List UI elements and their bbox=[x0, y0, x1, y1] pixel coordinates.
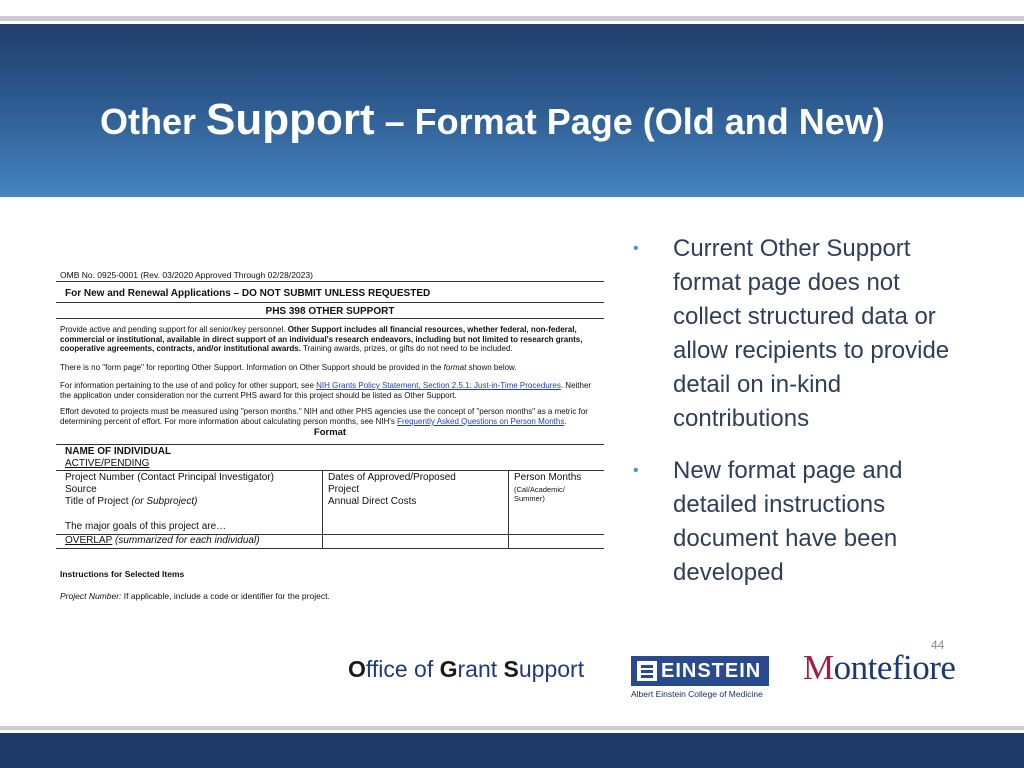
table-column-divider bbox=[322, 470, 323, 548]
title-emphasis: Support bbox=[206, 95, 375, 144]
table-rule bbox=[56, 444, 604, 445]
project-label: Project bbox=[328, 484, 360, 495]
name-of-individual-label: NAME OF INDIVIDUAL bbox=[65, 446, 172, 457]
einstein-college-name: Albert Einstein College of Medicine bbox=[631, 689, 763, 699]
table-column-divider bbox=[508, 470, 509, 548]
office-text-3: upport bbox=[518, 656, 585, 682]
bullet-item bbox=[628, 232, 968, 436]
grants-policy-link[interactable]: NIH Grants Policy Statement, Section 2.5.1: Just-in-Time Procedures bbox=[316, 381, 561, 390]
source-label: Source bbox=[65, 484, 97, 495]
person-months-label: Person Months bbox=[514, 472, 582, 483]
form-title: PHS 398 OTHER SUPPORT bbox=[265, 306, 395, 317]
para2-text: There is no "form page" for reporting Other Support. Information on Other Support should be provided in the bbox=[60, 363, 444, 372]
einstein-logo bbox=[631, 656, 771, 702]
office-initial-s: S bbox=[503, 656, 519, 682]
person-months-faq-link[interactable]: Frequently Asked Questions on Person Months bbox=[397, 416, 565, 426]
overlap-label bbox=[65, 535, 260, 547]
subproject-text: (or Subproject) bbox=[131, 496, 198, 507]
project-number-definition: If applicable, include a code or identifier for the project. bbox=[121, 591, 330, 601]
montefiore-initial: M bbox=[803, 648, 834, 687]
project-number-term: Project Number: bbox=[60, 591, 122, 601]
format-label: Format bbox=[313, 427, 347, 438]
slide-title bbox=[100, 96, 885, 146]
montefiore-logo bbox=[803, 648, 955, 688]
office-of-grant-support bbox=[348, 656, 584, 683]
form-rule bbox=[56, 318, 604, 319]
form-header-line: For New and Renewal Applications – DO NOT SUBMIT UNLESS REQUESTED bbox=[65, 288, 431, 299]
bullet-dot-icon: • bbox=[633, 462, 639, 479]
form-paragraph-4 bbox=[60, 407, 600, 426]
person-months-subtitle: (Cal/Academic/ Summer) bbox=[514, 485, 565, 503]
page-number: 44 bbox=[931, 638, 945, 652]
bullet-text: Current Other Support format page does not collect structured data or allow recipients to provide detail on in-kind contributions bbox=[673, 235, 950, 432]
para1-text-end: Training awards, prizes, or gifts do not need to be included. bbox=[300, 344, 513, 354]
form-paragraph-3 bbox=[60, 381, 600, 400]
title-of-project-text: Title of Project bbox=[65, 496, 132, 507]
title-suffix: – Format Page (Old and New) bbox=[374, 101, 885, 142]
table-rule bbox=[56, 548, 604, 549]
para1-bold: Other Support includes all financial resources, whether federal, non-federal, commercial or institutional, available in direct support of an individual's research endeavors, including but not limited to research grants, cooperative agreements, contracts, and/or institutional awards. bbox=[60, 325, 583, 354]
active-pending-label: ACTIVE/PENDING bbox=[65, 458, 150, 469]
bottom-divider bbox=[0, 726, 1024, 730]
form-paragraph-2 bbox=[60, 363, 600, 373]
office-initial-g: G bbox=[439, 656, 458, 682]
project-number-label: Project Number (Contact Principal Investigator) bbox=[65, 472, 274, 483]
form-paragraph-1 bbox=[60, 325, 600, 354]
overlap-text: OVERLAP bbox=[65, 535, 113, 546]
para2-italic: format bbox=[443, 363, 467, 372]
table-rule bbox=[56, 470, 604, 471]
para4-text-end: . bbox=[564, 416, 567, 426]
top-divider bbox=[0, 16, 1024, 21]
other-support-form-image bbox=[56, 268, 606, 608]
montefiore-text: ontefiore bbox=[833, 648, 956, 687]
bullet-list bbox=[628, 232, 968, 608]
office-initial-o: O bbox=[348, 656, 366, 682]
overlap-note: (summarized for each individual) bbox=[112, 535, 260, 546]
omb-line: OMB No. 0925-0001 (Rev. 03/2020 Approved Through 02/28/2023) bbox=[60, 270, 313, 280]
para3-text-end: . Neither the application under consideration nor the current PHS award for this project should be listed as Other Support. bbox=[60, 381, 592, 400]
office-text-2: rant bbox=[457, 656, 504, 682]
bullet-item bbox=[628, 454, 968, 590]
form-rule bbox=[56, 281, 604, 282]
para4-text: Effort devoted to projects must be measured using "person months." NIH and other PHS agencies use the concept of "person months" as a metric for determining percent of effort. For more information about calculating person months, see NIH's bbox=[60, 407, 588, 426]
bullet-dot-icon: • bbox=[633, 240, 639, 257]
form-rule bbox=[56, 302, 604, 303]
office-text-1: ffice of bbox=[365, 656, 440, 682]
para3-text: For information pertaining to the use of and policy for other support, see bbox=[60, 381, 317, 390]
einstein-logo-text: EINSTEIN bbox=[661, 660, 762, 682]
bullet-text: New format page and detailed instructions document have been developed bbox=[673, 457, 903, 586]
einstein-logo-box bbox=[631, 656, 769, 686]
title-of-project-label bbox=[65, 496, 197, 508]
instructions-heading: Instructions for Selected Items bbox=[60, 569, 185, 579]
para2-text-end: shown below. bbox=[466, 363, 517, 372]
major-goals-label: The major goals of this project are… bbox=[65, 521, 227, 532]
para1-text: Provide active and pending support for all senior/key personnel. bbox=[60, 325, 288, 334]
annual-direct-costs-label: Annual Direct Costs bbox=[328, 496, 417, 507]
instructions-project-number bbox=[60, 591, 330, 601]
title-prefix: Other bbox=[100, 101, 207, 142]
dates-label: Dates of Approved/Proposed bbox=[328, 472, 456, 483]
footer-band bbox=[0, 733, 1024, 768]
einstein-emblem-icon bbox=[635, 659, 659, 683]
